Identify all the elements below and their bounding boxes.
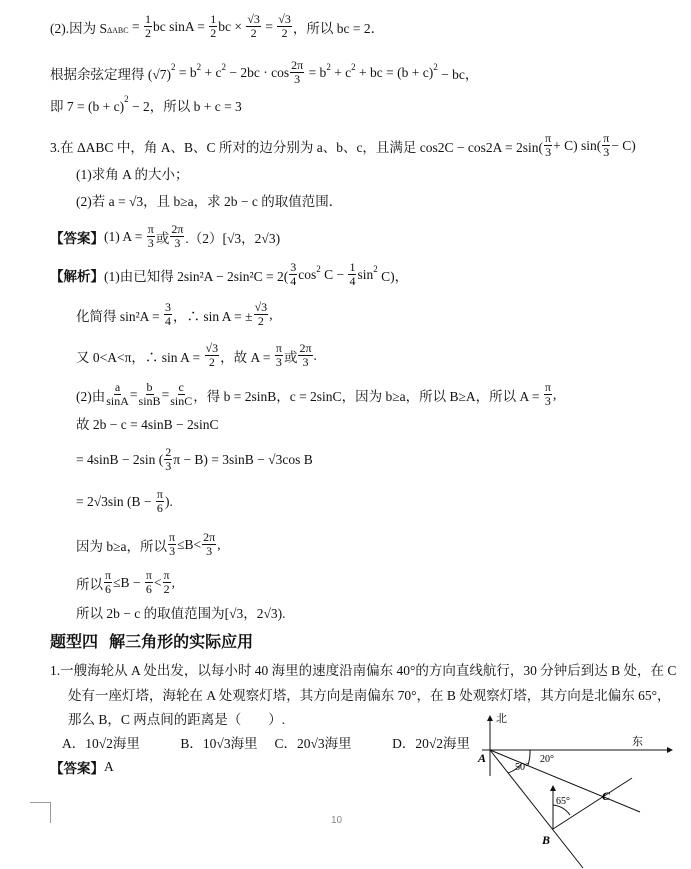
numerator: π	[163, 568, 170, 582]
angle-65-label: 65°	[556, 796, 570, 807]
numerator: π	[147, 222, 154, 236]
denominator: sinB	[138, 394, 161, 408]
text-segment: 即 7 = (b + c)	[50, 99, 125, 114]
superscript: 2	[171, 61, 176, 72]
text-segment: ,	[269, 306, 273, 322]
text-segment: 处有一座灯塔，海轮在 A 处观察灯塔，其方向是南偏东 70°，在 B 处观察灯塔，其方向是北偏东 65°，	[68, 688, 671, 703]
denominator: 3	[206, 544, 213, 558]
numerator: π	[105, 568, 112, 582]
numerator: 2π	[299, 341, 312, 355]
numerator: 3	[290, 260, 297, 274]
text-segment: − 2bc · cos	[226, 64, 290, 80]
text-segment: 3.在 ΔABC 中，角 A、B、C 所对的边分别为 a、b、c，且满足 cos2C − cos2A = 2sin(	[50, 139, 544, 155]
point-b-label: B	[542, 833, 551, 847]
text-segment: (1)由已知得 2sin²A − 2sin²C = 2(	[104, 268, 289, 284]
denominator: 2	[144, 26, 151, 40]
superscript: 2	[326, 61, 331, 72]
denominator: 4	[165, 314, 172, 328]
text-segment: ，所以 bc = 2．	[292, 20, 385, 36]
numerator: 3	[165, 300, 172, 314]
text-segment: ,	[171, 574, 175, 590]
text-segment: + c	[330, 64, 352, 80]
page-number: 10	[331, 815, 343, 826]
numerator: √3	[205, 341, 219, 355]
denominator: 3	[544, 394, 551, 408]
numerator: π	[275, 341, 282, 355]
text-segment: 根据余弦定理得 (√7)	[50, 66, 172, 82]
text-segment: ,	[217, 536, 221, 552]
text-segment: A．10√2海里 B．10√3海里 C．20√3海里 D．20√2海里	[62, 736, 471, 751]
text-segment: 所以	[76, 576, 103, 592]
angle-20-label: 20°	[540, 754, 554, 765]
text-segment: (1) A =	[104, 228, 146, 244]
numerator: π	[545, 131, 552, 145]
denominator: 3	[294, 72, 301, 86]
text-segment: 那么 B，C 两点间的距离是（ ）.	[68, 712, 286, 727]
text-segment: =	[129, 386, 138, 402]
numerator: π	[603, 131, 610, 145]
numerator: 1	[349, 260, 356, 274]
text-segment: = 4sinB − 2sin (	[76, 451, 164, 467]
denominator: 3	[603, 145, 610, 159]
numerator: c	[178, 380, 184, 394]
text-segment: + C) sin(	[553, 137, 602, 153]
angle-50-label: 50°	[515, 762, 529, 773]
denominator: 4	[349, 274, 356, 288]
denominator: 4	[290, 274, 297, 288]
text-segment: = 2√3sin (B −	[76, 493, 155, 509]
numerator: √3	[278, 12, 291, 26]
numerator: b	[146, 380, 153, 394]
text-segment: 因为 b≥a，所以	[76, 538, 168, 554]
text-segment: (1)求角 A 的大小；	[76, 167, 189, 182]
text-segment: ,	[552, 386, 557, 402]
numerator: 2π	[171, 222, 184, 236]
numerator: π	[145, 568, 152, 582]
numerator: π	[156, 487, 163, 501]
denominator: 2	[281, 26, 288, 40]
numerator: 2π	[203, 530, 216, 544]
text-segment: =	[261, 18, 277, 34]
numerator: √3	[247, 12, 260, 26]
text-segment: 又 0<A<π，∴ sin A =	[76, 349, 204, 365]
text-segment: 故 2b − c = 4sinB − 2sinC	[76, 417, 219, 432]
text-segment: 化简得 sin²A =	[76, 308, 164, 324]
denominator: 2	[257, 314, 264, 328]
denominator: 3	[275, 355, 282, 369]
numerator: 1	[210, 12, 217, 26]
north-label: 北	[496, 713, 507, 725]
numerator: 1	[144, 12, 151, 26]
text-segment: sin	[357, 266, 374, 282]
denominator: 3	[147, 236, 154, 250]
text-segment: − 2，所以 b + c = 3	[128, 99, 242, 114]
text-segment: .（2）[√3，2√3)	[185, 230, 281, 246]
numerator: √3	[254, 300, 268, 314]
text-segment: bc sinA =	[152, 18, 209, 34]
denominator: 3	[302, 355, 309, 369]
denominator: 6	[156, 501, 163, 515]
text-segment: ≤B −	[113, 574, 144, 590]
text-segment: ，∴ sin A = ±	[173, 308, 253, 324]
superscript: 2	[221, 61, 227, 72]
text-segment: + bc = (b + c)	[355, 64, 434, 80]
text-segment: ，故 A =	[220, 349, 274, 365]
numerator: π	[544, 380, 551, 394]
superscript: 2	[124, 94, 129, 104]
text-segment: <	[153, 574, 162, 590]
line-a-b	[490, 750, 583, 868]
superscript: 2	[433, 61, 438, 72]
numerator: π	[169, 530, 176, 544]
text-segment: (2)由	[76, 388, 106, 404]
point-a-label: A	[478, 751, 487, 765]
denominator: 2	[163, 582, 170, 596]
denominator: 3	[165, 459, 172, 473]
numerator: 2	[165, 445, 172, 459]
text-segment: ).	[164, 493, 173, 509]
denominator: 2	[250, 26, 257, 40]
numerator: a	[114, 380, 121, 394]
denominator: 6	[105, 582, 112, 596]
superscript: 2	[351, 61, 356, 72]
text-segment: 所以 2b − c 的取值范围为[√3，2√3).	[76, 606, 286, 621]
superscript: 2	[373, 263, 378, 274]
denominator: 3	[545, 145, 552, 159]
text-segment: =	[128, 18, 143, 34]
point-c-label: C	[602, 789, 611, 803]
text-segment: − bc，	[437, 66, 479, 82]
text-segment: = b	[305, 64, 327, 80]
text-segment: ≤B<	[177, 536, 202, 552]
text-segment: + c	[201, 64, 222, 80]
text-segment: (2).因为 S	[50, 20, 107, 36]
bracket-label: 【答案】	[50, 230, 104, 246]
text-segment: C −	[320, 266, 348, 282]
text-segment: cos	[298, 266, 317, 282]
text-segment: .	[313, 347, 317, 363]
denominator: 3	[169, 544, 176, 558]
denominator: 2	[208, 355, 215, 369]
text-segment: bc ×	[218, 18, 246, 34]
superscript: 2	[316, 263, 321, 274]
text-segment: 题型四 解三角形的实际应用	[50, 632, 254, 651]
denominator: 6	[145, 582, 152, 596]
superscript: 2	[196, 61, 202, 72]
text-segment: A	[104, 759, 114, 774]
denominator: sinC	[170, 394, 193, 408]
text-segment: (2)若 a = √3，且 b≥a，求 2b − c 的取值范围．	[76, 194, 343, 209]
text-segment: =	[161, 386, 170, 402]
text-segment: − C)	[611, 137, 636, 153]
page-corner-mark	[30, 802, 51, 823]
text-segment: 或	[155, 230, 170, 246]
denominator: 3	[174, 236, 181, 250]
denominator: 2	[210, 26, 217, 40]
text-segment: C)，	[377, 268, 409, 284]
east-label: 东	[632, 736, 643, 748]
denominator: sinA	[106, 394, 129, 408]
numerator: 2π	[291, 58, 304, 72]
text-segment: ，得 b = 2sinB，c = 2sinC，因为 b≥a，所以 B≥A，所以 A =	[193, 388, 543, 404]
bracket-label: 【解析】	[50, 268, 104, 284]
bracket-label: 【答案】	[50, 761, 104, 776]
text-segment: 1.一艘海轮从 A 处出发，以每小时 40 海里的速度沿南偏东 40°的方向直线航行，30 分钟后到达 B 处，在 C	[50, 663, 677, 678]
text-segment: π − B) = 3sinB − √3cos B	[173, 451, 313, 467]
text-segment: = b	[175, 64, 197, 80]
text-segment: 或	[283, 349, 298, 365]
subscript: ΔABC	[107, 26, 129, 35]
